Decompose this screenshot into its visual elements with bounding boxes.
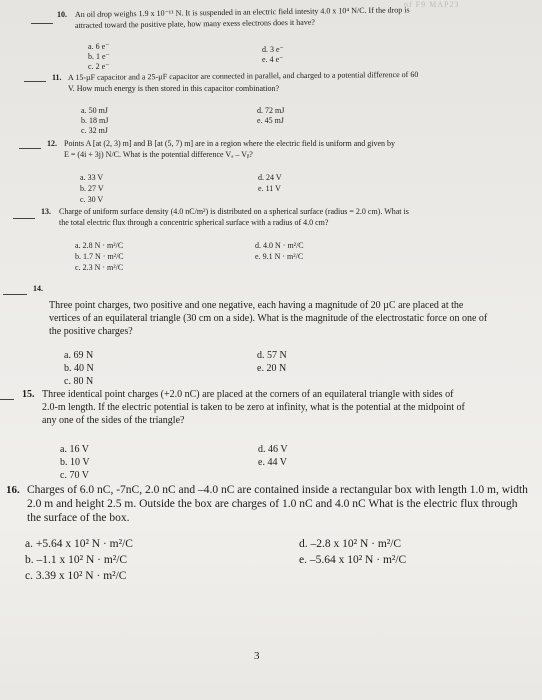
choice-a[interactable]	[81, 106, 108, 116]
choice-text: +5.64 x 10² N · m²/C	[35, 538, 133, 550]
question-line: An oil drop weighs 1.9 x 10⁻¹¹ N. It is suspended in an electric field intesity 4.0 x 10⁴ N/C. If the drop is	[74, 5, 410, 19]
choice-b[interactable]	[64, 363, 94, 376]
question-line: 2.0-m length. If the electric potential is taken to be zero at infinity, what is the potential at the midpoint of	[42, 402, 465, 413]
choice-letter: b.	[25, 554, 34, 566]
question-line: the total electric flux through a concentric spherical surface with a radius of 4.0 cm?	[59, 218, 329, 227]
answer-blank[interactable]	[0, 399, 14, 400]
choice-letter: c.	[25, 570, 33, 582]
choice-letter: c.	[81, 126, 87, 135]
choice-text: 44 V	[267, 457, 287, 468]
choice-letter: d.	[257, 350, 265, 361]
question-number: 11.	[52, 73, 62, 82]
question-line: Charge of uniform surface density (4.0 nC/m²) is distributed on a spherical surface (radius = 2.0 cm). What is	[59, 207, 409, 216]
choice-text: 20 N	[266, 363, 287, 374]
question-line: Points A [at (2, 3) m] and B [at (5, 7) m] are in a region where the electric field is uniform and given by	[64, 139, 396, 148]
choice-d[interactable]	[299, 537, 401, 551]
choice-text: 72 mJ	[265, 106, 285, 115]
choice-c[interactable]	[80, 195, 103, 205]
choice-b[interactable]	[80, 184, 104, 194]
choice-e[interactable]	[257, 116, 284, 126]
choice-a[interactable]	[60, 444, 89, 457]
choice-b[interactable]	[81, 116, 108, 126]
choice-e[interactable]	[257, 363, 286, 376]
page-number: 3	[254, 650, 260, 662]
choice-letter: c.	[60, 470, 67, 481]
choice-letter: e.	[299, 554, 307, 566]
choice-letter: a.	[64, 350, 71, 361]
choice-text: 4 e⁻	[269, 55, 284, 64]
choice-letter: c.	[64, 376, 71, 387]
choice-letter: a.	[88, 42, 94, 51]
choice-letter: b.	[75, 252, 81, 261]
choice-c[interactable]	[75, 263, 123, 273]
choice-d[interactable]	[258, 444, 288, 457]
choice-text: 46 V	[268, 444, 288, 455]
question-line: Three point charges, two positive and one negative, each having a magnitude of 20 µC are placed at the	[49, 300, 464, 311]
choice-letter: e.	[258, 184, 264, 193]
choice-text: 80 N	[73, 376, 94, 387]
choice-c[interactable]	[64, 376, 93, 389]
choice-text: 45 mJ	[264, 116, 284, 125]
choice-text: 18 mJ	[89, 116, 109, 125]
choice-a[interactable]	[25, 537, 133, 551]
choice-text: 2.3 N · m²/C	[82, 263, 124, 272]
choice-c[interactable]	[81, 126, 108, 136]
choice-text: 6 e⁻	[95, 42, 110, 51]
choice-text: 3.39 x 10² N · m²/C	[35, 570, 127, 582]
choice-text: 24 V	[266, 173, 282, 182]
choice-text: 9.1 N · m²/C	[262, 252, 304, 261]
choice-text: 11 V	[265, 184, 281, 193]
choice-letter: c.	[88, 62, 94, 71]
question-number: 13.	[41, 207, 51, 216]
choice-text: 1 e⁻	[96, 52, 110, 61]
choice-text: 33 V	[87, 173, 104, 182]
choice-letter: e.	[255, 252, 261, 261]
question-line: attracted toward the positive plate, how many exess electrons does it have?	[74, 17, 315, 30]
choice-text: 4.0 N · m²/C	[263, 241, 304, 250]
choice-d[interactable]	[262, 45, 284, 55]
choice-e[interactable]	[258, 184, 281, 194]
answer-blank[interactable]	[24, 81, 46, 82]
choice-letter: b.	[81, 116, 87, 125]
choice-letter: d.	[258, 173, 264, 182]
choice-text: 50 mJ	[88, 106, 108, 115]
choice-letter: d.	[262, 45, 268, 54]
choice-letter: b.	[60, 457, 68, 468]
choice-letter: e.	[257, 363, 264, 374]
choice-text: 27 V	[88, 184, 104, 193]
question-line: the positive charges?	[49, 326, 133, 337]
choice-e[interactable]	[258, 457, 287, 470]
choice-letter: c.	[80, 195, 86, 204]
question-number: 10.	[57, 10, 67, 19]
answer-blank[interactable]	[31, 23, 53, 24]
choice-c[interactable]	[25, 569, 126, 583]
choice-text: 40 N	[74, 363, 94, 374]
question-line: any one of the sides of the triangle?	[42, 415, 185, 426]
answer-blank[interactable]	[13, 218, 35, 219]
choice-text: 3 e⁻	[270, 45, 284, 54]
answer-blank[interactable]	[3, 294, 27, 295]
choice-text: 16 V	[69, 444, 89, 455]
choice-letter: d.	[255, 241, 261, 250]
choice-letter: a.	[60, 444, 67, 455]
choice-text: 57 N	[267, 350, 287, 361]
choice-b[interactable]	[75, 252, 124, 262]
choice-d[interactable]	[258, 173, 282, 183]
choice-text: 30 V	[87, 195, 104, 204]
choice-d[interactable]	[255, 241, 304, 251]
choice-letter: d.	[258, 444, 266, 455]
question-number: 12.	[47, 139, 57, 148]
choice-c[interactable]	[60, 470, 89, 483]
choice-letter: a.	[25, 538, 33, 550]
choice-b[interactable]	[88, 52, 110, 62]
choice-d[interactable]	[257, 350, 287, 363]
question-line: Three identical point charges (+2.0 nC) are placed at the corners of an equilateral triangle with sides of	[42, 389, 454, 400]
choice-letter: e.	[262, 55, 268, 64]
question-line: 2.0 m and height 2.5 m. Outside the box are charges of 1.0 nC and 4.0 nC What is the electric flux through	[27, 498, 518, 510]
choice-letter: b.	[64, 363, 72, 374]
choice-text: 32 mJ	[88, 126, 108, 135]
choice-b[interactable]	[25, 553, 127, 567]
question-line: A 15-µF capacitor and a 25-µF capacitor are connected in parallel, and charged to a potential difference of 60	[67, 69, 419, 82]
question-number: 15.	[22, 389, 35, 400]
question-number: 16.	[6, 484, 20, 496]
choice-a[interactable]	[80, 173, 103, 183]
choice-text: 1.7 N · m²/C	[83, 252, 124, 261]
choice-text: –5.64 x 10² N · m²/C	[309, 554, 407, 566]
choice-a[interactable]	[64, 350, 93, 363]
choice-letter: c.	[75, 263, 81, 272]
choice-text: –1.1 x 10² N · m²/C	[36, 554, 128, 566]
choice-text: 70 V	[69, 470, 89, 481]
choice-letter: d.	[299, 538, 308, 550]
choice-text: 2.8 N · m²/C	[82, 241, 124, 250]
question-line: V. How much energy is then stored in this capacitor combination?	[68, 84, 279, 93]
question-line: E = (4i + 3j) N/C. What is the potential difference Vₐ – Vᵦ?	[64, 150, 253, 159]
choice-e[interactable]	[299, 553, 406, 567]
choice-text: 2 e⁻	[95, 62, 110, 71]
header-fragment: of F9 MAP23	[404, 0, 460, 9]
choice-letter: a.	[75, 241, 81, 250]
choice-letter: a.	[81, 106, 87, 115]
choice-a[interactable]	[75, 241, 123, 251]
choice-text: 10 V	[70, 457, 90, 468]
choice-e[interactable]	[262, 55, 283, 65]
choice-b[interactable]	[60, 457, 90, 470]
choice-e[interactable]	[255, 252, 303, 262]
choice-a[interactable]	[88, 42, 109, 52]
answer-blank[interactable]	[19, 148, 41, 149]
choice-letter: d.	[257, 106, 263, 115]
choice-letter: b.	[88, 52, 94, 61]
question-number: 14.	[33, 284, 43, 293]
choice-text: –2.8 x 10² N · m²/C	[310, 538, 402, 550]
choice-letter: e.	[257, 116, 263, 125]
choice-letter: b.	[80, 184, 86, 193]
question-line: the surface of the box.	[27, 512, 130, 524]
choice-d[interactable]	[257, 106, 284, 116]
question-line: Charges of 6.0 nC, -7nC, 2.0 nC and –4.0 nC are contained inside a rectangular box with length 1.0 m, width	[27, 484, 528, 496]
question-line: vertices of an equilateral triangle (30 cm on a side). What is the magnitude of the electrostatic force on one of	[49, 313, 488, 324]
choice-letter: a.	[80, 173, 86, 182]
choice-c[interactable]	[88, 62, 109, 72]
choice-text: 69 N	[73, 350, 94, 361]
choice-letter: e.	[258, 457, 265, 468]
